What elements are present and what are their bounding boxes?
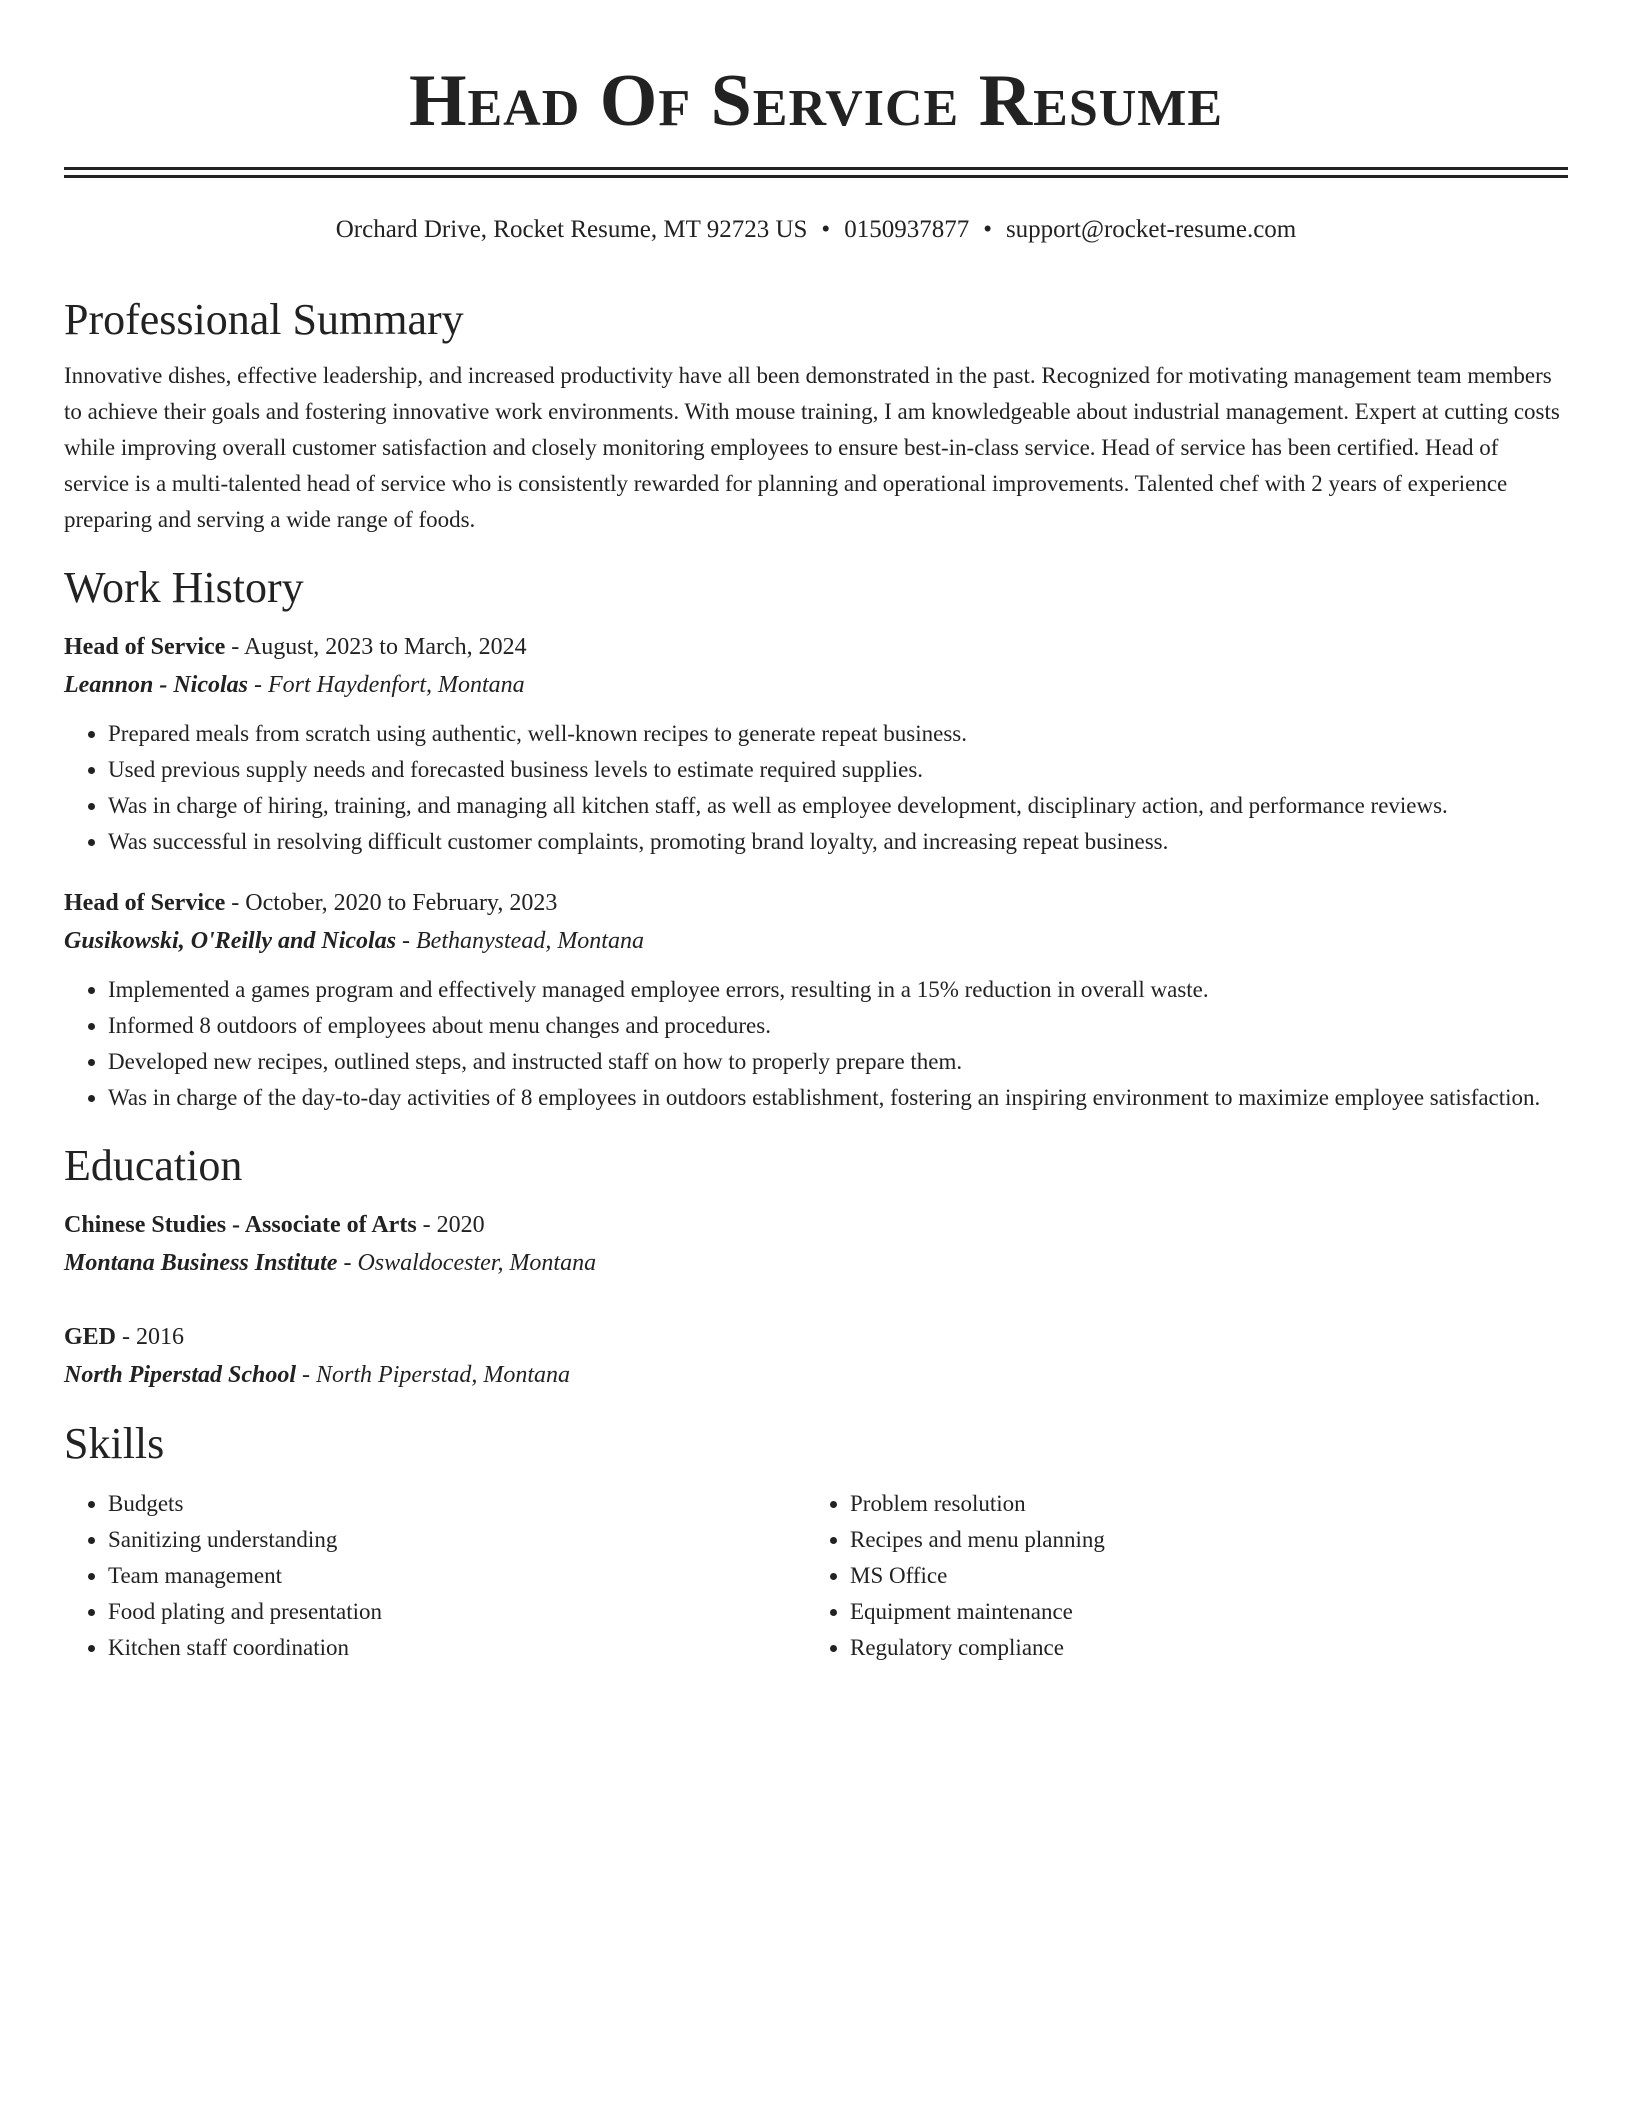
job-company: Leannon - Nicolas bbox=[64, 672, 249, 698]
job-title: Head of Service bbox=[64, 634, 226, 660]
skill-item: • Kitchen staff coordination bbox=[108, 1630, 806, 1666]
education-school: Montana Business Institute bbox=[64, 1250, 338, 1276]
job-company: Gusikowski, O'Reilly and Nicolas bbox=[64, 928, 397, 954]
job-location: - Bethanystead, Montana bbox=[396, 928, 644, 954]
education-entry bbox=[64, 1318, 1568, 1394]
education-location: - North Piperstad, Montana bbox=[296, 1362, 571, 1388]
section-heading-work-history: Work History bbox=[64, 563, 304, 612]
education-degree-line bbox=[64, 1318, 1568, 1356]
skills-list-right bbox=[806, 1486, 1548, 1666]
job-title: Head of Service bbox=[64, 890, 226, 916]
list-item: • Was in charge of the day-to-day activities of 8 employees in outdoors establishment, fostering an inspiring environment to maximize employee satisfaction. bbox=[108, 1080, 1568, 1116]
education-degree: GED bbox=[64, 1324, 117, 1350]
job-entry bbox=[64, 884, 1568, 1116]
education-location: - Oswaldocester, Montana bbox=[337, 1250, 597, 1276]
job-entry bbox=[64, 628, 1568, 860]
separator-bullet: • bbox=[983, 216, 992, 243]
list-item: • Informed 8 outdoors of employees about menu changes and procedures. bbox=[108, 1008, 1568, 1044]
skills-section bbox=[64, 1414, 1568, 1666]
section-heading-skills: Skills bbox=[64, 1419, 165, 1468]
education-degree-line bbox=[64, 1206, 1568, 1244]
page-title: Head Of Service Resume bbox=[408, 60, 1224, 142]
job-company-line bbox=[64, 666, 1568, 704]
education-degree: Chinese Studies - Associate of Arts bbox=[64, 1212, 417, 1238]
contact-phone: 0150937877 bbox=[844, 216, 970, 243]
job-dates: - October, 2020 to February, 2023 bbox=[225, 890, 558, 916]
education-school-line bbox=[64, 1356, 1568, 1394]
skill-item: • Sanitizing understanding bbox=[108, 1522, 806, 1558]
job-location: - Fort Haydenfort, Montana bbox=[248, 672, 525, 698]
list-item: • Was in charge of hiring, training, and managing all kitchen staff, as well as employee development, disciplinary action, and performance reviews. bbox=[108, 788, 1568, 824]
contact-address: Orchard Drive, Rocket Resume, MT 92723 US bbox=[335, 216, 808, 243]
education-school: North Piperstad School bbox=[64, 1362, 297, 1388]
skill-item: • Team management bbox=[108, 1558, 806, 1594]
work-history-section bbox=[64, 558, 1568, 1116]
job-dates: - August, 2023 to March, 2024 bbox=[225, 634, 527, 660]
list-item: • Prepared meals from scratch using authentic, well-known recipes to generate repeat business. bbox=[108, 716, 1568, 752]
skill-item: • Recipes and menu planning bbox=[850, 1522, 1548, 1558]
education-section bbox=[64, 1136, 1568, 1394]
skill-item: • MS Office bbox=[850, 1558, 1548, 1594]
job-title-line bbox=[64, 884, 1568, 922]
job-bullet-list bbox=[64, 972, 1568, 1116]
section-heading-summary: Professional Summary bbox=[64, 295, 464, 344]
skill-item: • Problem resolution bbox=[850, 1486, 1548, 1522]
list-item: • Was successful in resolving difficult customer complaints, promoting brand loyalty, and increasing repeat business. bbox=[108, 824, 1568, 860]
contact-info bbox=[64, 212, 1568, 248]
list-item: • Used previous supply needs and forecasted business levels to estimate required supplies. bbox=[108, 752, 1568, 788]
skill-item: • Equipment maintenance bbox=[850, 1594, 1548, 1630]
skills-columns bbox=[64, 1486, 1568, 1666]
education-school-line bbox=[64, 1244, 1568, 1282]
title-divider-top bbox=[64, 167, 1568, 170]
separator-bullet: • bbox=[821, 216, 831, 243]
job-bullet-list bbox=[64, 716, 1568, 860]
list-item: • Developed new recipes, outlined steps, and instructed staff on how to properly prepare them. bbox=[108, 1044, 1568, 1080]
skill-item: • Regulatory compliance bbox=[850, 1630, 1548, 1666]
summary-text: Innovative dishes, effective leadership, and increased productivity have all been demonstrated in the past. Recognized for motivating management team members to achieve their goals and fostering innovative work environments. With mouse training, I am knowledgeable about industrial management. Expert at cutting costs while improving overall customer satisfaction and closely monitoring employees to ensure best-in-class service. Head of service has been certified. Head of service is a multi-talented head of service who is consistently rewarded for planning and operational improvements. Talented chef with 2 years of experience preparing and serving a wide range of foods. bbox=[64, 363, 1560, 532]
job-company-line bbox=[64, 922, 1568, 960]
skill-item: • Food plating and presentation bbox=[108, 1594, 806, 1630]
skills-list-left bbox=[64, 1486, 806, 1666]
education-entry bbox=[64, 1206, 1568, 1282]
education-year: - 2020 bbox=[416, 1212, 485, 1238]
job-title-line bbox=[64, 628, 1568, 666]
skill-item: • Budgets bbox=[108, 1486, 806, 1522]
section-heading-education: Education bbox=[64, 1141, 243, 1190]
resume-body bbox=[64, 290, 1568, 1666]
contact-email: support@rocket-resume.com bbox=[1005, 216, 1297, 243]
summary-section bbox=[64, 290, 1568, 538]
education-year: - 2016 bbox=[116, 1324, 185, 1350]
list-item: • Implemented a games program and effectively managed employee errors, resulting in a 15% reduction in overall waste. bbox=[108, 972, 1568, 1008]
title-divider-bottom bbox=[64, 175, 1568, 178]
